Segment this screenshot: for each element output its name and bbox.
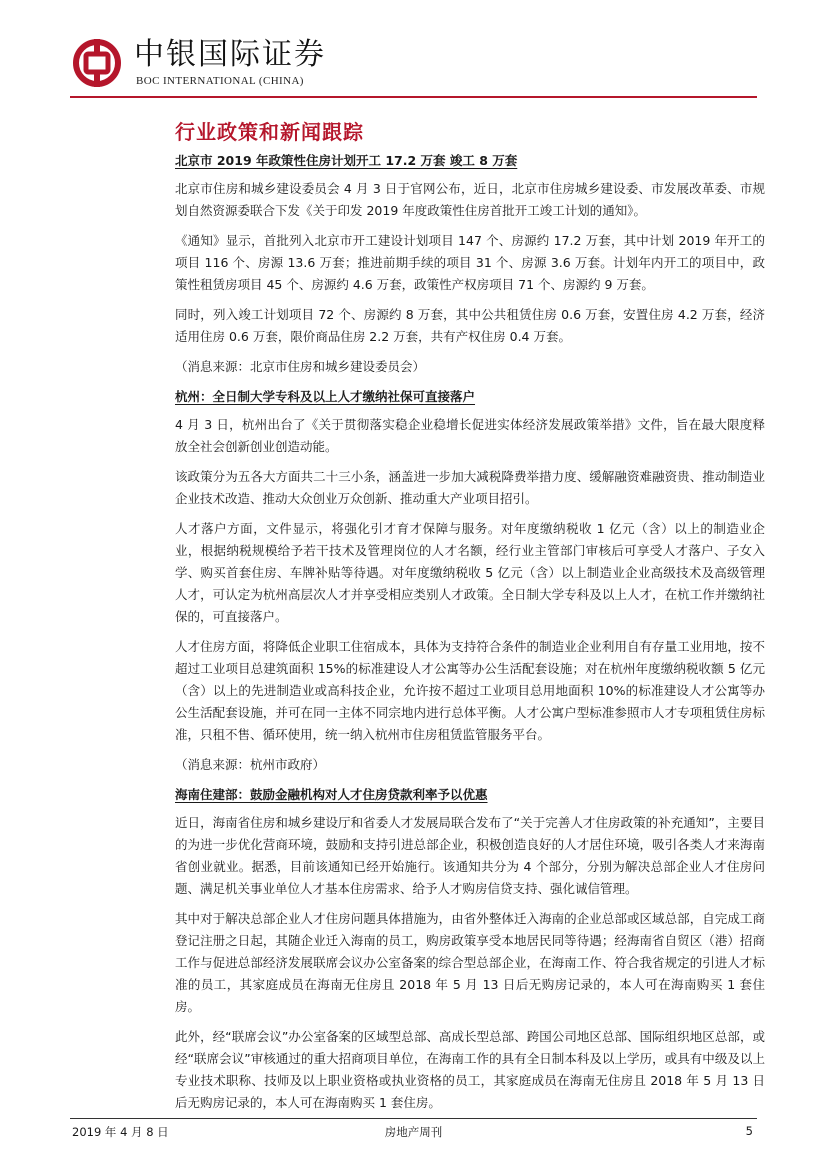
- paragraph: 同时，列入竣工计划项目 72 个、房源约 8 万套，其中公共租赁住房 0.6 万套，安置住房 4.2 万套，经济适用住房 0.6 万套，限价商品住房 2.2 万套，共有产权住房 0.4 万套。: [175, 307, 765, 344]
- paragraph: 此外，经“联席会议”办公室备案的区域型总部、高成长型总部、跨国公司地区总部、国际组织地区总部，或经“联席会议”审核通过的重大招商项目单位，在海南工作的具有全日制本科及以上学历，或具有中级及以上专业技术职称、技师及以上职业资格或执业资格的员工，其家庭成员在海南无住房且 2018 年 5 月 13 日后无购房记录的，本人可在海南购买 1 套住房。: [175, 1029, 765, 1110]
- header-divider: [70, 96, 757, 98]
- article-heading: 海南住建部：鼓励金融机构对人才住房贷款利率予以优惠: [175, 787, 488, 802]
- paragraph: 该政策分为五各大方面共二十三小条，涵盖进一步加大减税降费举措力度、缓解融资难融资贵、推动制造业企业技术改造、推动大众创业万众创新、推动重大产业项目招引。: [175, 469, 765, 506]
- paragraph: 人才落户方面，文件显示，将强化引才育才保障与服务。对年度缴纳税收 1 亿元（含）以上的制造业企业，根据纳税规模给予若干技术及管理岗位的人才名额，经行业主管部门审核后可享受人才落户、子女入学、购买首套住房、车牌补贴等待遇。对年度缴纳税收 5 亿元（含）以上制造业企业高级技术及高级管理人才，可认定为杭州高层次人才并享受相应类别人才政策。全日制大学专科及以上人才，在杭工作并缴纳社保的，可直接落户。: [175, 521, 765, 624]
- paragraph: 《通知》显示，首批列入北京市开工建设计划项目 147 个、房源约 17.2 万套，其中计划 2019 年开工的项目 116 个、房源 13.6 万套；推进前期手续的项目 31 个、房源 3.6 万套。计划年内开工的项目中，政策性租赁房项目 45 个、房源约 4.6 万套，政策性产权房项目 71 个、房源约 9 万套。: [175, 233, 765, 292]
- paragraph: 北京市住房和城乡建设委员会 4 月 3 日于官网公布，近日，北京市住房城乡建设委、市发展改革委、市规划自然资源委联合下发《关于印发 2019 年度政策性住房首批开工竣工计划的通知》。: [175, 181, 765, 218]
- paragraph: 其中对于解决总部企业人才住房问题具体措施为，由省外整体迁入海南的企业总部或区域总部，自完成工商登记注册之日起，其随企业迁入海南的员工，购房政策享受本地居民同等待遇；经海南省自贸区（港）招商工作与促进总部经济发展联席会议办公室备案的综合型总部企业，在海南工作、符合我省规定的引进人才标准的员工，其家庭成员在海南无住房且 2018 年 5 月 13 日后无购房记录的，本人可在海南购买 1 套住房。: [175, 911, 765, 1014]
- footer-publication: 房地产周刊: [384, 1125, 443, 1139]
- section-title: 行业政策和新闻跟踪: [175, 120, 364, 144]
- brand-name-cn: 中银国际证券: [134, 37, 326, 72]
- footer-date: 2019 年 4 月 8 日: [72, 1125, 169, 1139]
- article-body: [175, 150, 765, 1114]
- footer-divider: [70, 1118, 757, 1119]
- page-number: 5: [745, 1124, 753, 1138]
- paragraph: 4 月 3 日，杭州出台了《关于贯彻落实稳企业稳增长促进实体经济发展政策举措》文件，旨在最大限度释放全社会创新创业创造动能。: [175, 417, 765, 454]
- source-note: （消息来源：杭州市政府）: [175, 757, 326, 772]
- source-note: （消息来源：北京市住房和城乡建设委员会）: [175, 359, 426, 374]
- paragraph: 人才住房方面，将降低企业职工住宿成本，具体为支持符合条件的制造业企业利用自有存量工业用地，按不超过工业项目总建筑面积 15%的标准建设人才公寓等办公生活配套设施；对在杭州年度缴纳税收额 5 亿元（含）以上的先进制造业或高科技企业，允许按不超过工业项目总用地面积 10%的标准建设人才公寓等办公生活配套设施，并可在同一主体不同宗地内进行总体平衡。人才公寓户型标准参照市人才专项租赁住房标准，只租不售、循环使用，统一纳入杭州市住房租赁监管服务平台。: [175, 639, 765, 742]
- brand-name-en: BOC INTERNATIONAL (CHINA): [136, 75, 304, 87]
- paragraph: 近日，海南省住房和城乡建设厅和省委人才发展局联合发布了“关于完善人才住房政策的补充通知”，主要目的为进一步优化营商环境，鼓励和支持引进总部企业，积极创造良好的人才居住环境，吸引各类人才来海南省创业就业。据悉，目前该通知已经开始施行。该通知共分为 4 个部分，分别为解决总部企业人才住房问题、满足机关事业单位人才基本住房需求、给予人才购房信贷支持、强化诚信管理。: [175, 815, 765, 896]
- article-heading: 杭州：全日制大学专科及以上人才缴纳社保可直接落户: [175, 389, 476, 404]
- article-heading: 北京市 2019 年政策性住房计划开工 17.2 万套 竣工 8 万套: [175, 153, 518, 168]
- boc-logo-icon: [72, 38, 122, 88]
